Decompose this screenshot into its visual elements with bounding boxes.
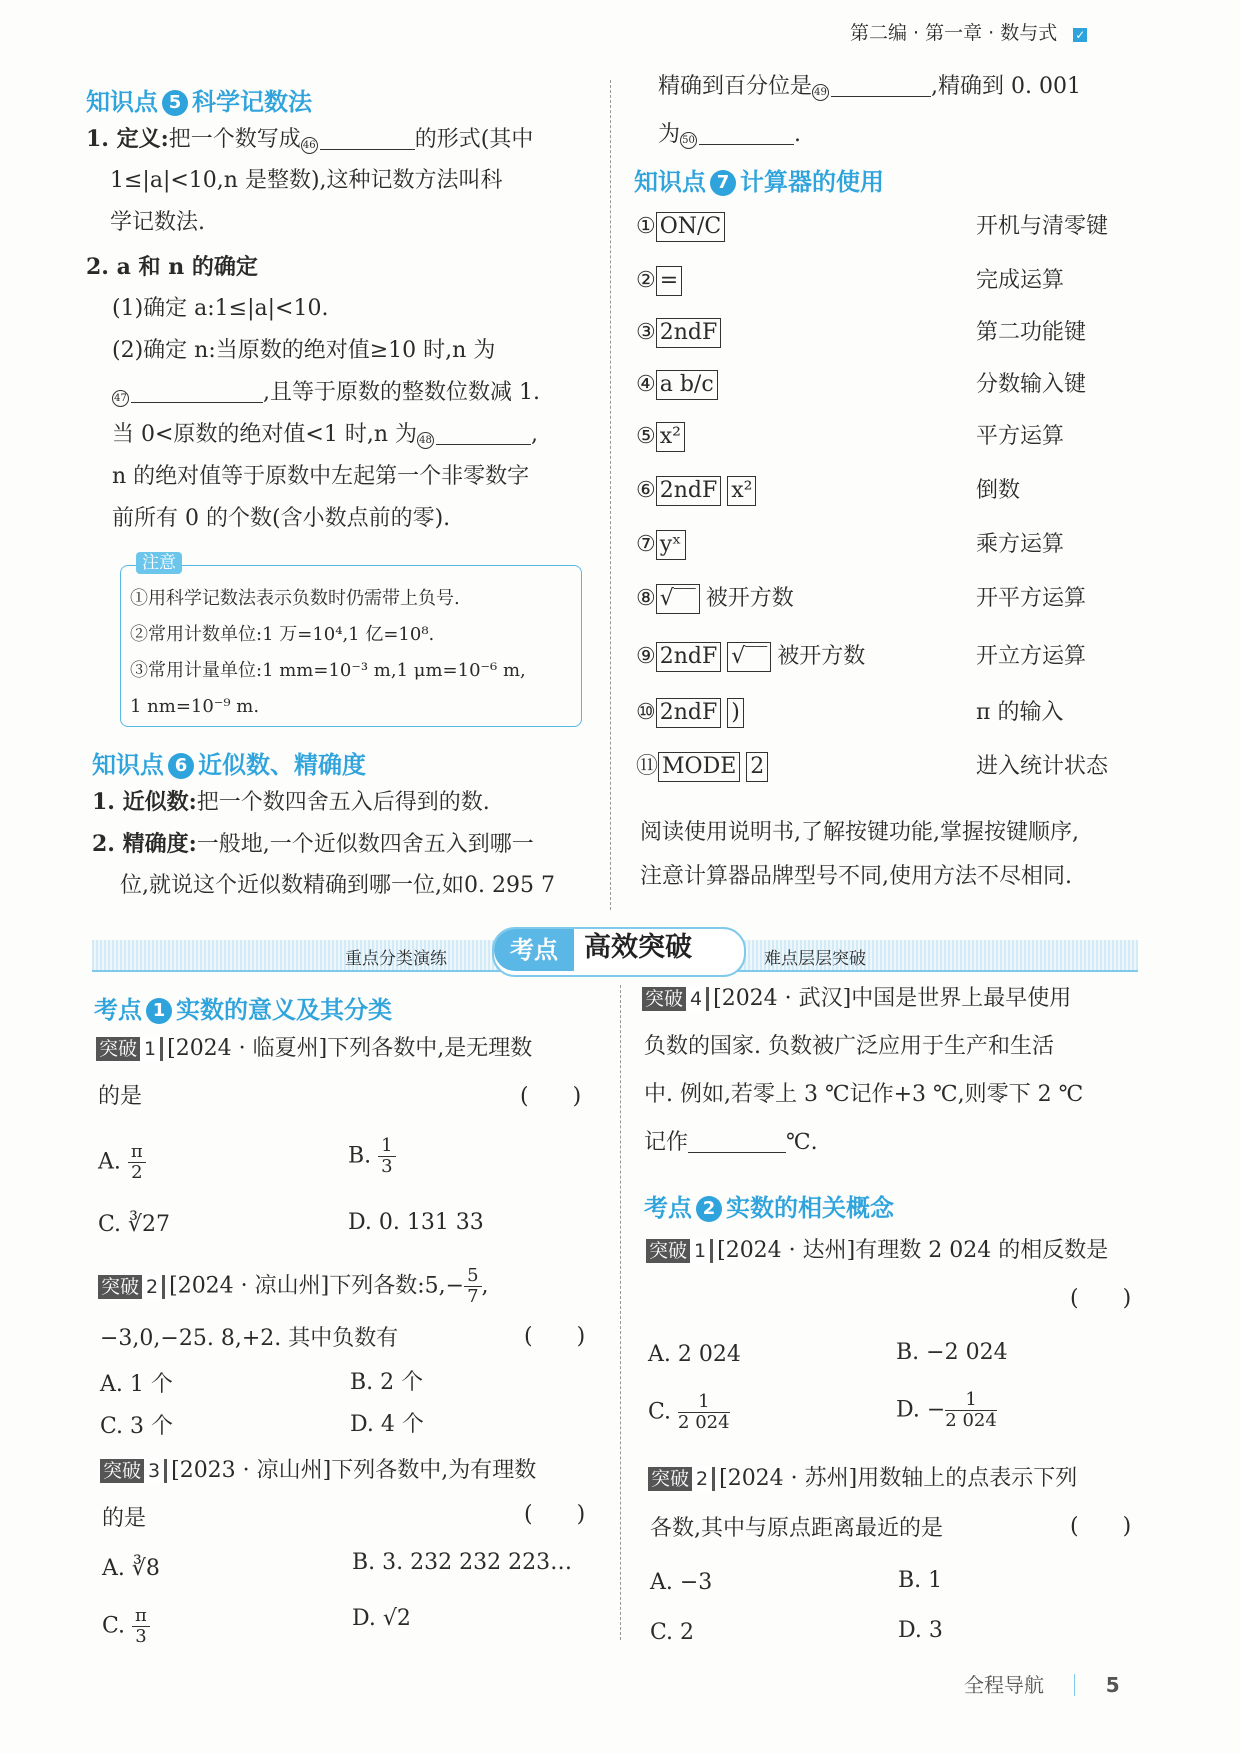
calc-row xyxy=(636,212,731,242)
calc-description: 分数输入键 xyxy=(976,372,1087,397)
option-c: C. ∛27 xyxy=(98,1212,171,1237)
banner-title: 高效突破 xyxy=(584,932,692,963)
calc-key: 2 xyxy=(746,752,768,782)
calc-key: MODE xyxy=(658,752,740,782)
section-title-k6: 知识点 6 近似数、精确度 xyxy=(92,751,366,779)
blank-index: 49 xyxy=(812,84,829,101)
denominator: 3 xyxy=(135,1626,147,1647)
badge-number: 1 xyxy=(140,1037,160,1061)
calc-extra: 被开方数 xyxy=(777,644,866,669)
precision-line xyxy=(658,72,1081,102)
an-line: (1)确定 a:1≤|a|<10. xyxy=(112,296,329,321)
fraction xyxy=(464,1266,481,1307)
option-a: A. −3 xyxy=(650,1570,713,1595)
calc-row-number: ⑥ xyxy=(636,478,656,503)
question-1 xyxy=(96,1034,532,1064)
calc-key: 2ndF xyxy=(656,476,722,506)
option-label: A. xyxy=(98,1149,121,1175)
option-d: D. √2 xyxy=(352,1606,411,1631)
calc-key: a b/c xyxy=(656,370,718,400)
calc-row-number: ⑧ xyxy=(636,586,656,611)
calc-row-number: ① xyxy=(636,214,656,239)
exam-point-1 xyxy=(94,990,392,1025)
numerator: 1 xyxy=(945,1390,997,1411)
calc-row xyxy=(636,318,727,348)
approx-text: 把一个数四舍五入后得到的数. xyxy=(196,790,490,815)
note-line: 1 nm=10⁻⁹ m. xyxy=(130,696,260,717)
precision-line-2 xyxy=(658,120,801,150)
blank-index: 47 xyxy=(112,390,129,407)
section-number: 5 xyxy=(162,90,188,116)
answer-paren: ( ) xyxy=(524,1502,586,1527)
page-number: 5 xyxy=(1105,1673,1120,1697)
precision-text: 为 xyxy=(658,122,681,147)
prec-line xyxy=(92,829,534,860)
option-b: B. −2 024 xyxy=(896,1340,1008,1365)
question-6 xyxy=(648,1464,1077,1494)
footer-label: 全程导航 xyxy=(964,1673,1044,1697)
option-d: D. 3 xyxy=(898,1618,943,1643)
exam-point-2 xyxy=(644,1188,894,1223)
calc-row xyxy=(636,370,724,400)
badge-number: 3 xyxy=(144,1459,164,1483)
an-line xyxy=(112,420,538,450)
calc-key: ON/C xyxy=(656,212,726,242)
fraction xyxy=(378,1136,395,1177)
question-text: 的是 xyxy=(98,1084,143,1109)
section-title-k7: 知识点 7 计算器的使用 xyxy=(634,168,884,196)
calc-row-number: ② xyxy=(636,268,656,293)
an-line: (2)确定 n:当原数的绝对值≥10 时,n 为 xyxy=(112,338,496,363)
badge-number: 4 xyxy=(686,987,706,1011)
calc-description: 开机与清零键 xyxy=(976,214,1109,239)
def-text: 的形式(其中 xyxy=(414,127,534,152)
blank-index: 50 xyxy=(680,132,697,149)
footer xyxy=(964,1670,1120,1700)
breakthrough-badge: 突破 4 xyxy=(642,987,709,1011)
badge-number: 1 xyxy=(690,1239,710,1263)
prec-text: 一般地,一个近似数四舍五入到哪一 xyxy=(196,832,534,857)
numerator: 1 xyxy=(378,1136,395,1157)
calc-key: 2ndF xyxy=(656,698,722,728)
precision-text: 精确到百分位是 xyxy=(658,74,813,99)
calc-key: √‾‾ xyxy=(727,642,771,672)
banner-tag-label: 考点 xyxy=(494,929,574,971)
exam-point-prefix: 考点 xyxy=(644,1194,692,1222)
numerator: 1 xyxy=(678,1392,730,1413)
answer-blank xyxy=(831,74,931,97)
calc-row xyxy=(636,584,794,614)
calc-key: ) xyxy=(727,698,744,728)
numerator: π xyxy=(132,1606,150,1627)
question-4 xyxy=(642,984,1071,1014)
an-line: n 的绝对值等于原数中左起第一个非零数字 xyxy=(112,464,530,489)
note-tag: 注意 xyxy=(136,552,182,574)
calc-description: 平方运算 xyxy=(976,424,1065,449)
calc-row-number: ⑩ xyxy=(636,700,656,725)
an-line: 前所有 0 的个数(含小数点前的零). xyxy=(112,506,451,531)
reading-note: 阅读使用说明书,了解按键功能,掌握按键顺序, xyxy=(640,820,1079,845)
breakthrough-badge: 突破 1 xyxy=(96,1037,163,1061)
section-number: 2 xyxy=(696,1196,722,1222)
def-label: 1. 定义: xyxy=(86,126,169,152)
calc-row xyxy=(636,266,688,296)
calc-key: √‾‾ xyxy=(656,584,700,614)
calc-row xyxy=(636,476,762,506)
option-a: A. 2 024 xyxy=(648,1342,741,1367)
option-b: B. 1 xyxy=(898,1568,943,1593)
option-c xyxy=(102,1606,150,1647)
calc-key: = xyxy=(656,266,682,296)
calc-description: 完成运算 xyxy=(976,268,1065,293)
calc-key: 2ndF xyxy=(656,318,722,348)
answer-blank xyxy=(699,122,794,145)
question-text: [2023 · 凉山州]下列各数中,为有理数 xyxy=(171,1458,537,1483)
calc-description: π 的输入 xyxy=(976,700,1064,725)
question-text: 负数的国家. 负数被广泛应用于生产和生活 xyxy=(644,1034,1054,1059)
calc-row-number: ⑤ xyxy=(636,424,656,449)
question-text: −3,0,−25. 8,+2. 其中负数有 xyxy=(100,1326,399,1351)
option-label: C. xyxy=(648,1399,672,1425)
column-divider-bottom xyxy=(620,985,621,1640)
option-b: B. 3. 232 232 223… xyxy=(352,1550,573,1575)
question-2 xyxy=(98,1266,489,1307)
breadcrumb-text: 第二编 · 第一章 · 数与式 xyxy=(850,22,1058,44)
denominator: 7 xyxy=(467,1286,479,1307)
calc-row-number: ③ xyxy=(636,320,656,345)
check-icon: ✓ xyxy=(1075,28,1086,42)
definition-line xyxy=(86,124,533,155)
numerator: 5 xyxy=(464,1266,481,1287)
option-label: B. xyxy=(348,1143,372,1169)
calc-key: x² xyxy=(656,422,685,452)
option-d: D. 4 个 xyxy=(350,1412,424,1437)
option-c xyxy=(648,1392,730,1433)
an-text: , xyxy=(531,422,539,447)
fraction xyxy=(128,1142,146,1183)
calc-description: 乘方运算 xyxy=(976,532,1065,557)
option-d xyxy=(896,1390,997,1431)
calc-row-number: ⑦ xyxy=(636,532,656,557)
calc-key: yˣ xyxy=(656,530,686,560)
question-text: [2024 · 苏州]用数轴上的点表示下列 xyxy=(719,1466,1078,1491)
fraction xyxy=(132,1606,150,1647)
option-c: C. 3 个 xyxy=(100,1414,174,1439)
prec-line-2: 位,就说这个近似数精确到哪一位,如0. 295 7 xyxy=(120,873,555,898)
an-text: ,且等于原数的整数位数减 1. xyxy=(263,380,540,405)
prec-label: 2. 精确度: xyxy=(92,831,197,857)
section-number: 7 xyxy=(710,170,736,196)
an-line xyxy=(112,378,540,408)
fraction xyxy=(678,1392,730,1433)
option-label: D. − xyxy=(896,1397,946,1423)
approx-line xyxy=(92,787,490,818)
section-title-text: 计算器的使用 xyxy=(740,168,884,196)
question-text: 的是 xyxy=(102,1506,147,1531)
note-line: ①用科学记数法表示负数时仍需带上负号. xyxy=(130,588,460,609)
breakthrough-badge: 突破 3 xyxy=(100,1459,167,1483)
blank-index: 48 xyxy=(417,432,434,449)
answer-paren: ( ) xyxy=(520,1084,582,1109)
definition-line-3: 学记数法. xyxy=(110,210,205,235)
breakthrough-badge: 突破 2 xyxy=(648,1467,715,1491)
question-text: 记作 xyxy=(644,1130,689,1155)
an-heading: 2. a 和 n 的确定 xyxy=(86,254,258,280)
calc-row-number: ⑪ xyxy=(636,754,659,779)
calc-description: 进入统计状态 xyxy=(976,754,1109,779)
option-label: C. xyxy=(102,1613,126,1639)
banner-left-text: 重点分类演练 xyxy=(345,949,447,969)
question-text: 各数,其中与原点距离最近的是 xyxy=(650,1516,943,1541)
answer-paren: ( ) xyxy=(1070,1514,1132,1539)
question-text: [2024 · 凉山州]下列各数:5,− xyxy=(169,1273,465,1299)
calc-key: x² xyxy=(727,476,756,506)
breakthrough-badge: 突破 2 xyxy=(98,1275,165,1299)
calc-description: 开平方运算 xyxy=(976,586,1087,611)
option-c: C. 2 xyxy=(650,1620,695,1645)
calc-row-number: ④ xyxy=(636,372,656,397)
question-3 xyxy=(100,1456,536,1486)
calc-key: 2ndF xyxy=(656,642,722,672)
option-a: A. ∛8 xyxy=(102,1556,160,1581)
section-title-text: 实数的相关概念 xyxy=(726,1194,894,1222)
calc-row xyxy=(636,698,750,728)
definition-line-2: 1≤|a|<10,n 是整数),这种记数方法叫科 xyxy=(110,168,503,193)
answer-paren: ( ) xyxy=(1070,1286,1132,1311)
calc-row xyxy=(636,642,865,672)
question-5 xyxy=(646,1236,1108,1266)
an-text: 当 0<原数的绝对值<1 时,n 为 xyxy=(112,422,418,447)
section-title-k5: 知识点 5 科学记数法 xyxy=(86,88,312,116)
calc-row xyxy=(636,530,692,560)
calc-row-number: ⑨ xyxy=(636,644,656,669)
question-text: [2024 · 达州]有理数 2 024 的相反数是 xyxy=(717,1238,1109,1263)
exam-point-prefix: 考点 xyxy=(94,996,142,1024)
question-text: , xyxy=(481,1273,489,1299)
calc-row xyxy=(636,752,774,782)
denominator: 2 xyxy=(131,1162,143,1183)
blank-index: 46 xyxy=(301,137,318,154)
question-text xyxy=(644,1128,818,1158)
answer-blank xyxy=(436,422,531,445)
calc-extra: 被开方数 xyxy=(705,586,794,611)
calc-description: 第二功能键 xyxy=(976,320,1087,345)
breakthrough-badge: 突破 1 xyxy=(646,1239,713,1263)
denominator: 3 xyxy=(381,1156,393,1177)
numerator: π xyxy=(128,1142,146,1163)
option-a xyxy=(98,1142,146,1183)
section-number: 6 xyxy=(168,753,194,779)
reading-note: 注意计算器品牌型号不同,使用方法不尽相同. xyxy=(640,864,1072,889)
question-text: [2024 · 临夏州]下列各数中,是无理数 xyxy=(167,1036,533,1061)
option-b: B. 2 个 xyxy=(350,1370,424,1395)
note-line: ③常用计量单位:1 mm=10⁻³ m,1 μm=10⁻⁶ m, xyxy=(130,660,526,681)
badge-number: 2 xyxy=(692,1467,712,1491)
calc-description: 倒数 xyxy=(976,478,1021,503)
question-text: [2024 · 武汉]中国是世界上最早使用 xyxy=(713,986,1072,1011)
breadcrumb xyxy=(850,18,1087,48)
section-title-text: 近似数、精确度 xyxy=(198,751,366,779)
denominator: 2 024 xyxy=(945,1410,997,1431)
section-title-text: 实数的意义及其分类 xyxy=(176,996,392,1024)
banner-right-text: 难点层层突破 xyxy=(764,949,866,969)
answer-paren: ( ) xyxy=(524,1324,586,1349)
badge-number: 2 xyxy=(142,1275,162,1299)
precision-text: ,精确到 0. 001 xyxy=(931,74,1081,99)
denominator: 2 024 xyxy=(678,1412,730,1433)
question-text: ℃. xyxy=(786,1130,818,1155)
calc-description: 开立方运算 xyxy=(976,644,1087,669)
answer-blank xyxy=(320,127,415,150)
option-a: A. 1 个 xyxy=(100,1372,173,1397)
option-d: D. 0. 131 33 xyxy=(348,1210,484,1235)
section-number: 1 xyxy=(146,998,172,1024)
def-text: 把一个数写成 xyxy=(168,127,301,152)
approx-label: 1. 近似数: xyxy=(92,789,197,815)
footer-divider xyxy=(1074,1674,1075,1696)
calc-row xyxy=(636,422,691,452)
column-divider xyxy=(610,80,611,910)
precision-text: . xyxy=(794,122,802,147)
answer-blank xyxy=(131,380,263,403)
note-line: ②常用计数单位:1 万=10⁴,1 亿=10⁸. xyxy=(130,624,435,645)
option-b xyxy=(348,1136,396,1177)
answer-blank xyxy=(688,1130,786,1153)
fraction xyxy=(945,1390,997,1431)
section-title-text: 科学记数法 xyxy=(192,88,312,116)
question-text: 中. 例如,若零上 3 ℃记作+3 ℃,则零下 2 ℃ xyxy=(644,1082,1084,1107)
